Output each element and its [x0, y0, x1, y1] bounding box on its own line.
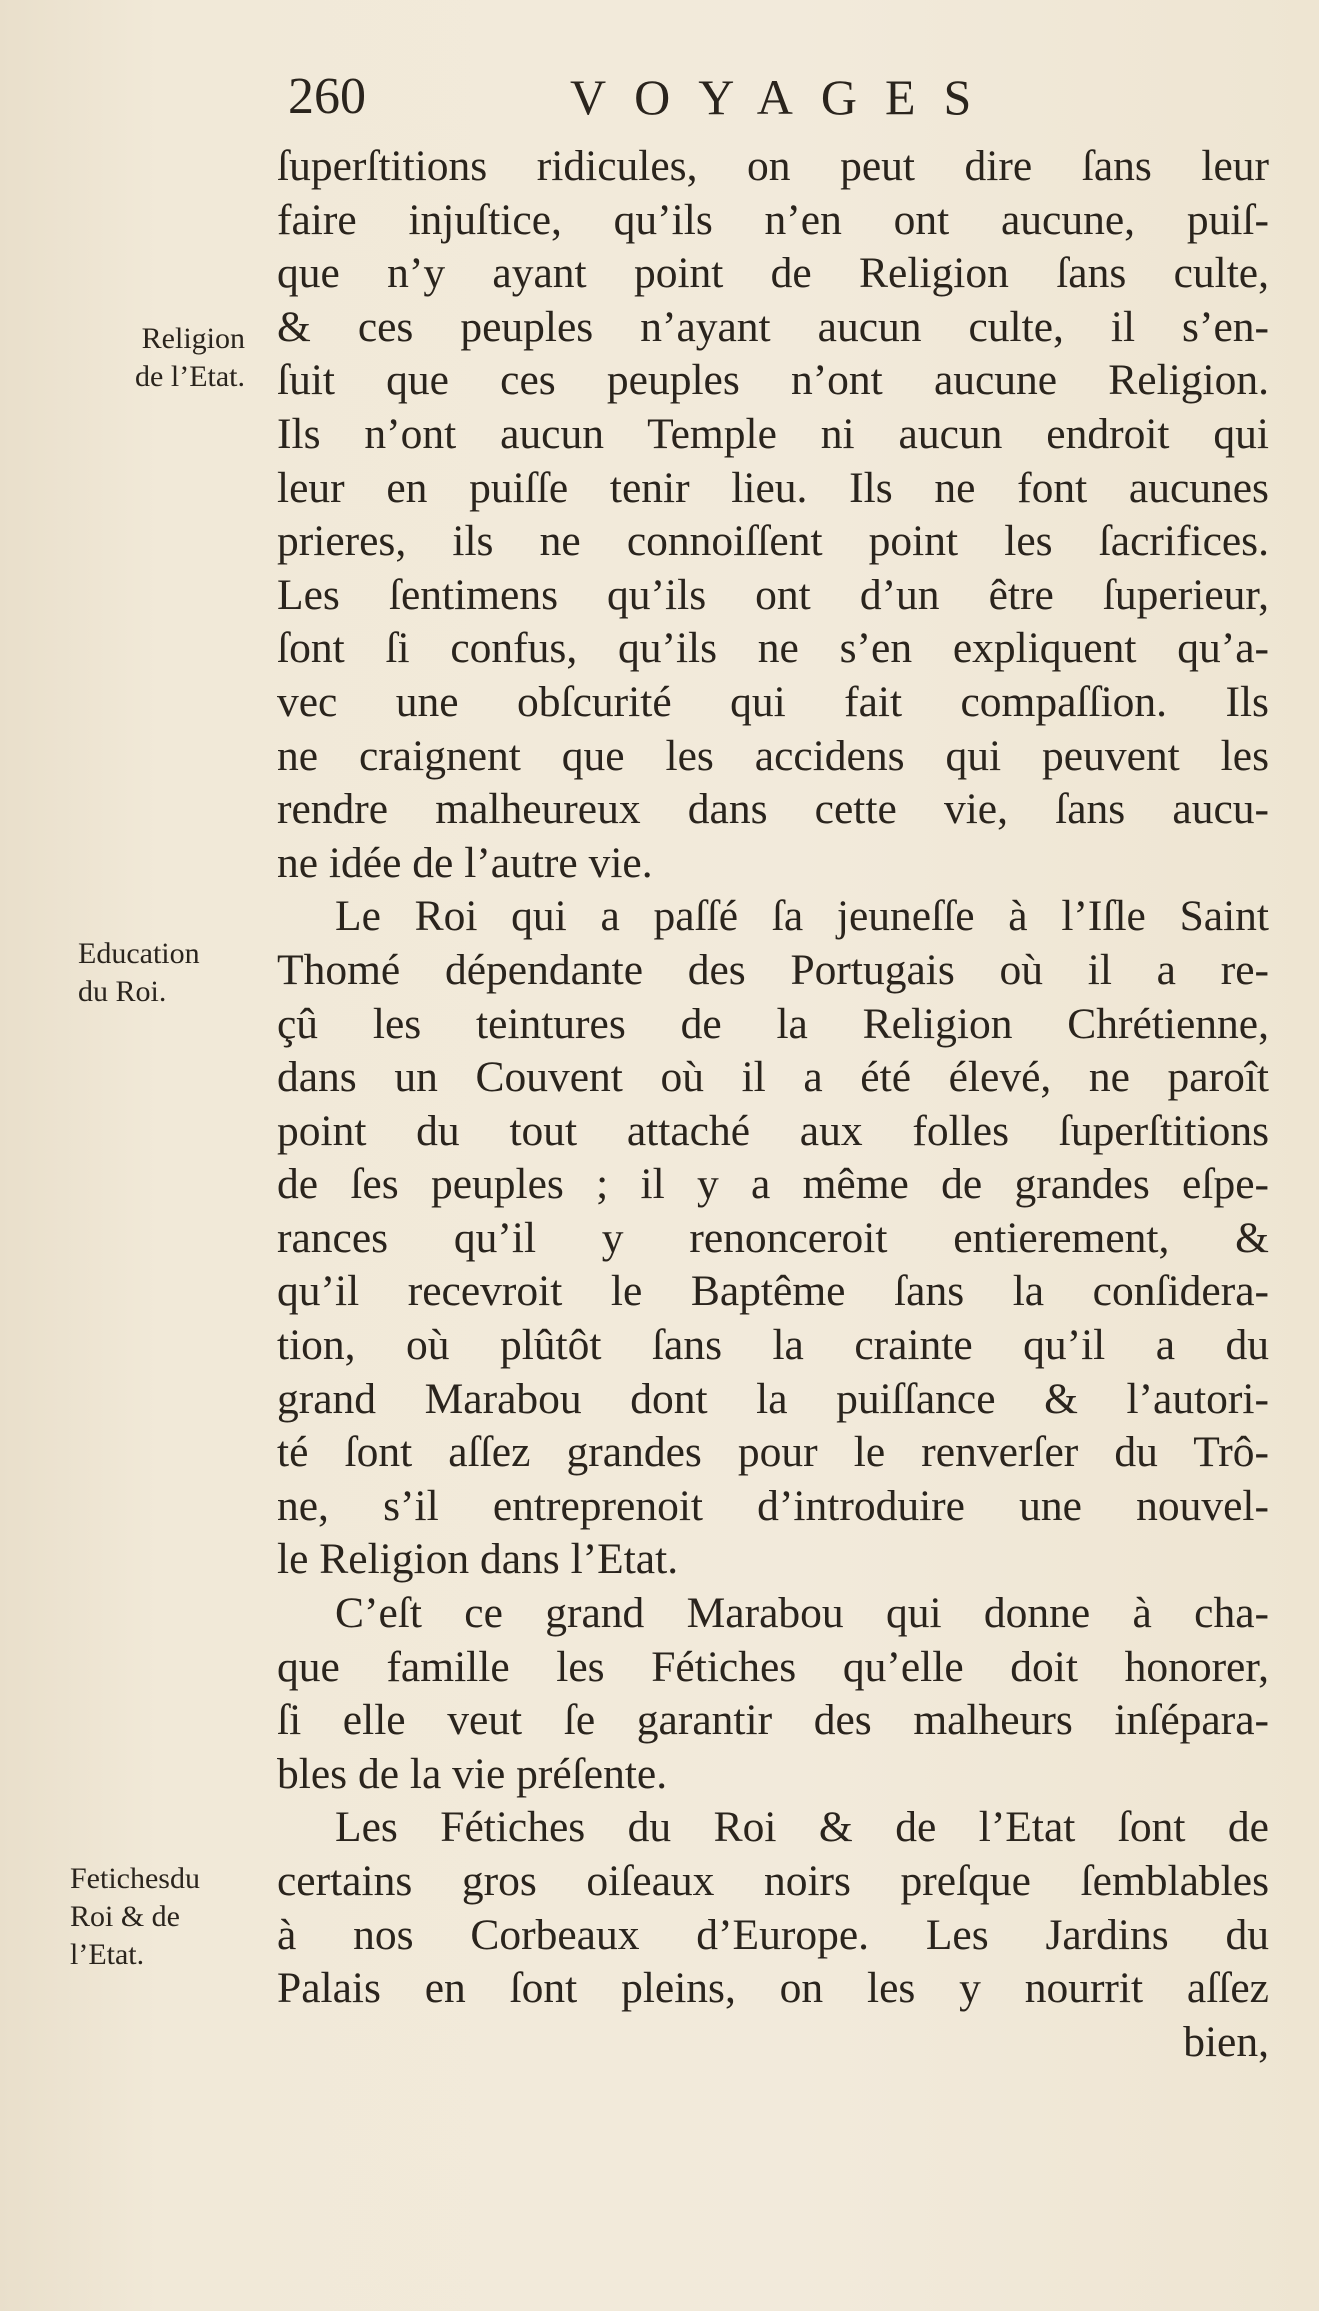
text-line: point du tout attaché aux folles ſuperſtitions: [277, 1106, 1269, 1155]
text-line: Les Fétiches du Roi & de l’Etat ſont de: [335, 1803, 1269, 1852]
text-line: certains gros oiſeaux noirs preſque ſemblables: [277, 1857, 1269, 1905]
text-line: tion, où plûtôt ſans la crainte qu’il a du: [277, 1321, 1269, 1370]
text-line: prieres, ils ne connoiſſent point les ſacrifices.: [277, 517, 1269, 566]
text-line: çû les teintures de la Religion Chrétienne,: [277, 999, 1269, 1048]
margin-note-education: [78, 935, 308, 1011]
text-line: vec une obſcurité qui fait compaſſion. Ils: [277, 677, 1269, 726]
text-line: C’eſt ce grand Marabou qui donne à cha-: [335, 1589, 1269, 1638]
text-line: ne, s’il entreprenoit d’introduire une nouvel-: [277, 1481, 1269, 1530]
text-line: Les ſentimens qu’ils ont d’un être ſuperieur,: [277, 570, 1269, 619]
text-line: que famille les Fétiches qu’elle doit honorer,: [277, 1642, 1269, 1691]
text-line: ſuit que ces peuples n’ont aucune Religion.: [277, 356, 1269, 405]
page-number: 260: [288, 68, 366, 125]
text-line: qu’il recevroit le Baptême ſans la conſidera-: [277, 1267, 1269, 1316]
text-line: ne craignent que les accidens qui peuvent les: [277, 731, 1269, 780]
text-line: rances qu’il y renonceroit entierement, &: [277, 1213, 1269, 1262]
catchword: bien,: [1183, 2017, 1269, 2066]
text-line: té ſont aſſez grandes pour le renverſer du Trô-: [277, 1428, 1269, 1477]
text-line: rendre malheureux dans cette vie, ſans aucu-: [277, 785, 1269, 834]
running-title: VOYAGES: [570, 69, 1000, 125]
text-line: ſi elle veut ſe garantir des malheurs inſépara-: [277, 1696, 1269, 1745]
text-line: dans un Couvent où il a été élevé, ne paroît: [277, 1053, 1269, 1102]
margin-note-line: l’Etat.: [70, 1938, 145, 1971]
body-text: [277, 140, 1269, 2069]
text-line: Ils n’ont aucun Temple ni aucun endroit qui: [277, 409, 1269, 458]
text-line: que n’y ayant point de Religion ſans culte,: [277, 249, 1269, 298]
margin-note-line: de l’Etat.: [135, 360, 245, 393]
text-line: ſont ſi confus, qu’ils ne s’en expliquent qu’a-: [277, 624, 1269, 673]
text-line: grand Marabou dont la puiſſance & l’autori-: [277, 1374, 1269, 1423]
text-line: le Religion dans l’Etat.: [277, 1535, 679, 1584]
margin-note-religion: [30, 320, 245, 396]
text-line: faire injuſtice, qu’ils n’en ont aucune, puiſ-: [277, 195, 1269, 244]
text-line: ne idée de l’autre vie.: [277, 838, 653, 887]
text-line: Thomé dépendante des Portugais où il a re-: [277, 945, 1269, 994]
text-line: à nos Corbeaux d’Europe. Les Jardins du: [277, 1910, 1269, 1959]
margin-note-line: du Roi.: [78, 975, 167, 1008]
text-line: Le Roi qui a paſſé ſa jeuneſſe à l’Iſle Saint: [335, 892, 1269, 941]
margin-note-line: Religion: [141, 322, 245, 355]
text-line: Palais en ſont pleins, on les y nourrit aſſez: [277, 1964, 1269, 2013]
page-header: [280, 62, 1000, 132]
text-line: leur en puiſſe tenir lieu. Ils ne font aucunes: [277, 463, 1269, 512]
margin-note-line: Education: [78, 937, 200, 970]
margin-note-fetiches: [70, 1860, 300, 1974]
text-line: bles de la vie préſente.: [277, 1749, 668, 1798]
text-line: de ſes peuples ; il y a même de grandes eſpe-: [277, 1160, 1269, 1209]
text-line: & ces peuples n’ayant aucun culte, il s’en-: [277, 302, 1269, 351]
text-line: ſuperſtitions ridicules, on peut dire ſans leur: [277, 142, 1269, 190]
margin-note-line: Roi & de: [70, 1900, 180, 1933]
margin-note-line: Fetichesdu: [70, 1862, 200, 1895]
